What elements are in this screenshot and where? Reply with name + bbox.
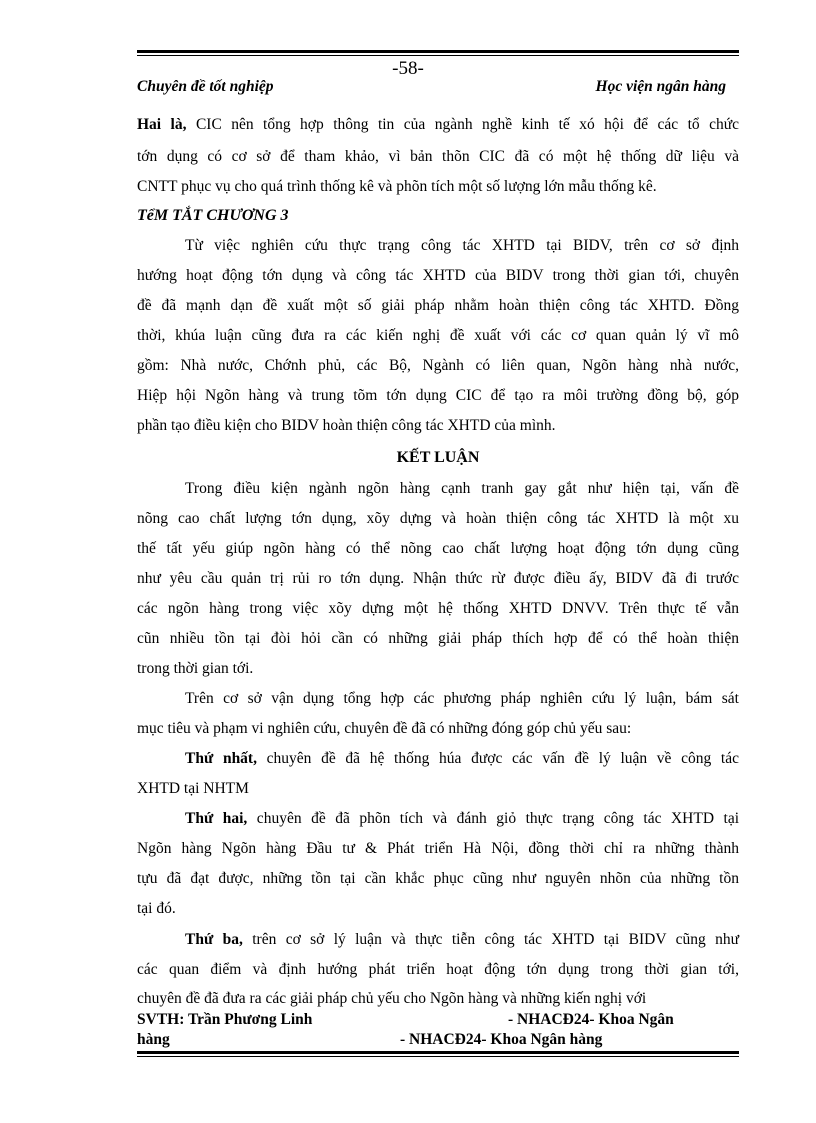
- text-line: Trên cơ sở vận dụng tổng hợp các phương pháp nghiên cứu lý luận, bám sát: [185, 690, 739, 707]
- text-line: Trong điều kiện ngành ngõn hàng cạnh tranh gay gắt như hiện tại, vấn đề: [185, 480, 739, 497]
- text-line: Thứ hai, chuyên đề đã phõn tích và đánh giỏ thực trạng công tác XHTD tại: [185, 810, 740, 827]
- section-heading-summary: TểM TẮT CHƯƠNG 3: [137, 207, 289, 224]
- footer-class-dept: - NHACĐ24- Khoa Ngân: [508, 1011, 674, 1028]
- text-line: Ngõn hàng Ngõn hàng Đầu tư & Phát triển Hà Nội, đồng thời chỉ ra những thành: [137, 840, 739, 857]
- text-line: như yêu cầu quản trị rủi ro tớn dụng. Nhận thức rừ được điều ấy, BIDV đã đi trước: [137, 570, 739, 587]
- header-left-title: Chuyên đề tốt nghiệp: [137, 78, 274, 95]
- text-line: XHTD tại NHTM: [137, 780, 249, 797]
- header-right-title: Học viện ngân hàng: [595, 78, 726, 95]
- footer-rule-thick: [137, 1051, 739, 1054]
- text-line: tớn dụng có cơ sở để tham khảo, vì bản thõn CIC đã có một hệ thống dữ liệu và: [137, 148, 739, 165]
- text-line: các ngõn hàng trong việc xõy dựng một hệ thống XHTD DNVV. Trên thực tế vẫn: [137, 600, 739, 617]
- lead-text: Hai là,: [137, 116, 187, 133]
- text-line: Thứ ba, trên cơ sở lý luận và thực tiễn công tác XHTD tại BIDV cũng như: [185, 931, 739, 948]
- text-line: Từ việc nghiên cứu thực trạng công tác XHTD tại BIDV, trên cơ sở định: [185, 237, 739, 254]
- footer-author: SVTH: Trần Phương Linh: [137, 1011, 313, 1028]
- footer-class-dept-2: - NHACĐ24- Khoa Ngân hàng: [400, 1031, 603, 1048]
- text-line: Hiệp hội Ngõn hàng và trung tõm tớn dụng CIC để tạo ra môi trường đồng bộ, góp: [137, 387, 739, 404]
- text-line: thời, khúa luận cũng đưa ra các kiến nghị đề xuất với các cơ quan quản lý vĩ mô: [137, 327, 739, 344]
- text-line: tựu đã đạt được, những tồn tại cần khắc phục cũng như nguyên nhõn của những tồn: [137, 870, 739, 887]
- text-line: thế tất yếu giúp ngõn hàng có thể nõng cao chất lượng hoạt động tớn dụng cũng: [137, 540, 739, 557]
- text-line: Thứ nhất, chuyên đề đã hệ thống húa được các vấn đề lý luận về công tác: [185, 750, 740, 767]
- text-line: tại đó.: [137, 900, 176, 917]
- footer-rule-thin: [137, 1056, 739, 1057]
- text-line: phần tạo điều kiện cho BIDV hoàn thiện công tác XHTD của mình.: [137, 417, 556, 434]
- header-rule-thick: [137, 50, 739, 53]
- text-line: nõng cao chất lượng tớn dụng, xõy dựng và hoàn thiện công tác XHTD là một xu: [137, 510, 739, 527]
- text-line: gồm: Nhà nước, Chớnh phủ, các Bộ, Ngành có liên quan, Ngõn hàng nhà nước,: [137, 357, 739, 374]
- lead-text: Thứ nhất,: [185, 750, 257, 767]
- text-line: trong thời gian tới.: [137, 660, 254, 677]
- section-heading-conclusion: KẾT LUẬN: [396, 449, 480, 466]
- lead-text: Thứ ba,: [185, 931, 243, 948]
- text-line: chuyên đề đã đưa ra các giải pháp chủ yếu cho Ngõn hàng và những kiến nghị với: [137, 990, 647, 1007]
- text-line: đề đã mạnh dạn đề xuất một số giải pháp nhằm hoàn thiện công tác XHTD. Đồng: [137, 297, 739, 314]
- lead-text: Thứ hai,: [185, 810, 248, 827]
- text-line: hướng hoạt động tớn dụng và công tác XHTD của BIDV trong thời gian tới, chuyên: [137, 267, 739, 284]
- header-rule-thin: [137, 55, 739, 56]
- text-line: cũn nhiều tồn tại đòi hỏi cần có những giải pháp thích hợp để có thể hoàn thiện: [137, 630, 739, 647]
- text-line: các quan điểm và định hướng phát triển hoạt động tớn dụng trong thời gian tới,: [137, 961, 739, 978]
- text-line: Hai là, CIC nên tổng hợp thông tin của ngành nghề kinh tế xó hội để các tổ chức: [137, 116, 739, 133]
- footer-dept-continued: hàng: [137, 1031, 170, 1048]
- text-line: CNTT phục vụ cho quá trình thống kê và phõn tích một số lượng lớn mẫu thống kê.: [137, 178, 657, 195]
- page-number: -58-: [392, 58, 424, 79]
- text-line: mục tiêu và phạm vi nghiên cứu, chuyên đề đã có những đóng góp chủ yếu sau:: [137, 720, 632, 737]
